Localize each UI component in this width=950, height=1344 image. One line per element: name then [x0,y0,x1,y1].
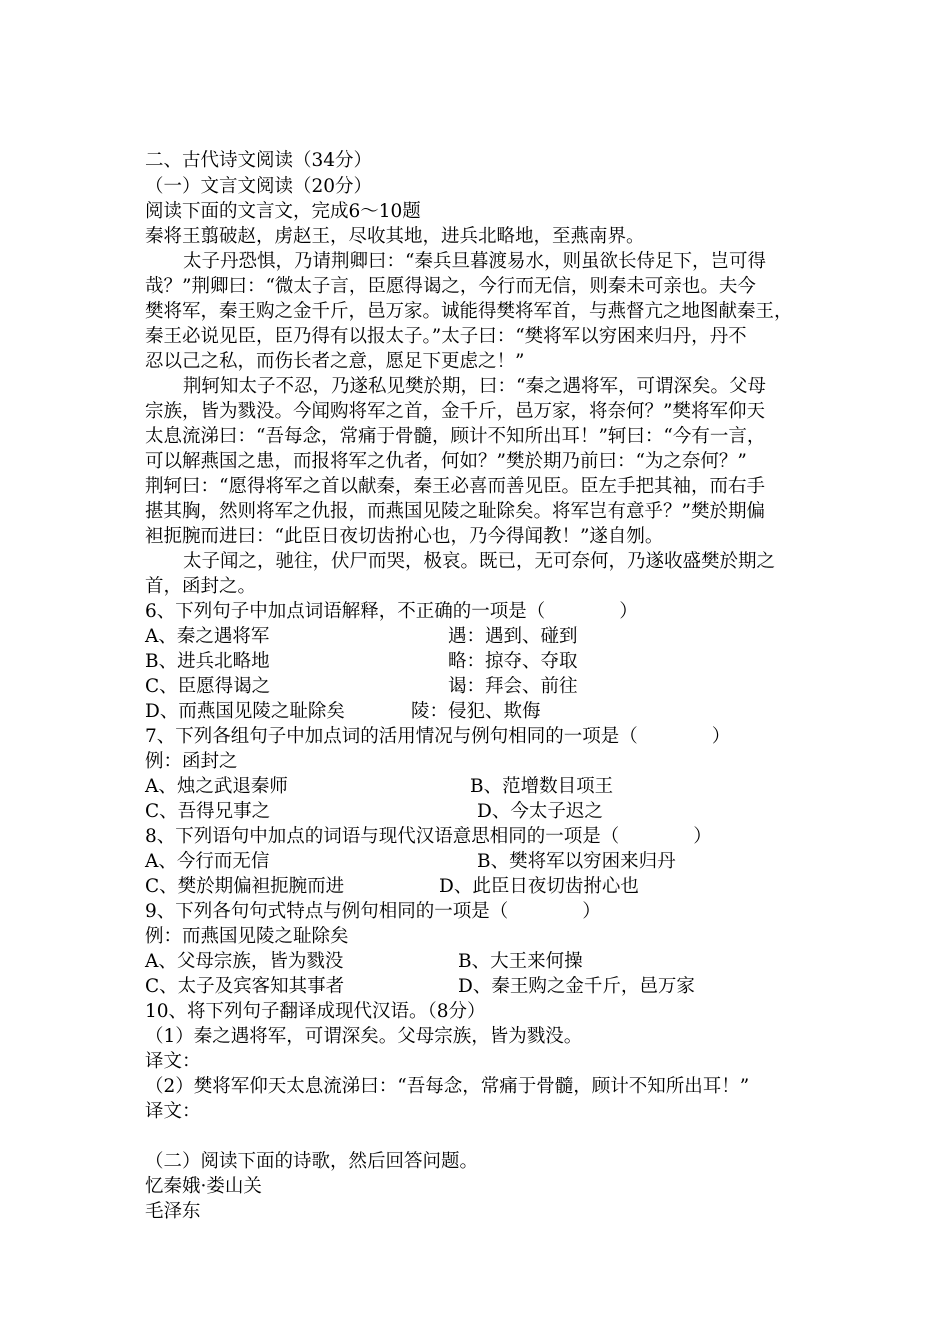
option-c: C、太子及宾客知其事者 [145,976,345,997]
question-7-options-row [145,775,614,799]
passage-line: 秦王必说见臣，臣乃得有以报太子。”太子曰：“樊将军以穷困来归丹，丹不 [145,326,747,347]
translation-sentence: （2）樊将军仰天太息流涕曰：“吾每念，常痛于骨髓，顾计不知所出耳！” [145,1076,750,1097]
option-d: D、今太子迟之 [477,801,603,822]
option-gloss: 陵：侵犯、欺侮 [411,701,541,722]
option-text: A、秦之遇将军 [145,626,270,647]
question-6-stem: 6、下列句子中加点词语解释，不正确的一项是（ ） [145,601,638,622]
option-d: D、此臣日夜切齿拊心也 [439,876,639,897]
subsection-title: （二）阅读下面的诗歌，然后回答问题。 [145,1151,479,1172]
question-9-options-row [145,950,583,974]
question-8-stem: 8、下列语句中加点的词语与现代汉语意思相同的一项是（ ） [145,826,712,847]
question-10-stem: 10、将下列句子翻译成现代汉语。（8分） [145,1001,486,1022]
option-b: B、范增数目项王 [470,776,614,797]
passage-line: 袒扼腕而进曰：“此臣日夜切齿拊心也，乃今得闻教！”遂自刎。 [145,526,664,547]
translation-label: 译文： [145,1101,201,1122]
option-text: B、进兵北略地 [145,651,270,672]
passage-line: 太子闻之，驰往，伏尸而哭，极哀。既已，无可奈何，乃遂收盛樊於期之 [183,551,776,572]
passage-line: 可以解燕国之患，而报将军之仇者，何如？”樊於期乃前曰：“为之奈何？” [145,451,747,472]
option-gloss: 谒：拜会、前往 [448,676,578,697]
passage-line: 荆轲曰：“愿得将军之首以献秦，秦王必喜而善见臣。臣左手把其袖，而右手 [145,476,765,497]
passage-line: 揕其胸，然则将军之仇报，而燕国见陵之耻除矣。将军岂有意乎？”樊於期偏 [145,501,765,522]
question-6-option-b [145,650,578,674]
option-gloss: 遇：遇到、碰到 [448,626,578,647]
poem-author: 毛泽东 [145,1201,201,1222]
passage-line: 太子丹恐惧，乃请荆卿曰：“秦兵旦暮渡易水，则虽欲长侍足下，岂可得 [183,251,766,272]
passage-line: 太息流涕曰：“吾每念，常痛于骨髓，顾计不知所出耳！”轲曰：“今有一言， [145,426,766,447]
option-a: A、烛之武退秦师 [145,776,288,797]
section-title: 二、古代诗文阅读（34分） [145,150,373,171]
passage-line: 秦将王翦破赵，虏赵王，尽收其地，进兵北略地，至燕南界。 [145,226,645,247]
passage-line: 宗族，皆为戮没。今闻购将军之首，金千斤，邑万家，将奈何？”樊将军仰天 [145,401,765,422]
option-c: C、樊於期偏袒扼腕而进 [145,876,345,897]
poem-title: 忆秦娥·娄山关 [145,1176,262,1197]
option-d: D、秦王购之金千斤，邑万家 [458,976,695,997]
translation-sentence: （1）秦之遇将军，可谓深矣。父母宗族，皆为戮没。 [145,1026,583,1047]
question-6-option-c [145,675,578,699]
option-text: C、臣愿得谒之 [145,676,271,697]
option-b: B、樊将军以穷困来归丹 [477,851,676,872]
option-c: C、吾得兄事之 [145,801,271,822]
passage-line: 荆轲知太子不忍，乃遂私见樊於期，曰：“秦之遇将军，可谓深矣。父母 [183,376,766,397]
question-7-example: 例：函封之 [145,751,238,772]
option-b: B、大王来何操 [458,951,583,972]
passage-line: 忍以己之私，而伤长者之意，愿足下更虑之！” [145,351,525,372]
passage-line: 樊将军，秦王购之金千斤，邑万家。诚能得樊将军首，与燕督亢之地图献秦王， [145,301,793,322]
option-text: D、而燕国见陵之耻除矣 [145,701,345,722]
question-8-options-row [145,875,639,899]
instruction: 阅读下面的文言文，完成6～10题 [145,201,421,222]
question-9-options-row [145,975,695,999]
passage-line: 首，函封之。 [145,576,257,597]
question-9-stem: 9、下列各句句式特点与例句相同的一项是（ ） [145,901,601,922]
option-a: A、父母宗族，皆为戮没 [145,951,344,972]
question-6-option-a [145,625,578,649]
subsection-title: （一）文言文阅读（20分） [145,176,373,197]
question-9-example: 例：而燕国见陵之耻除矣 [145,926,349,947]
question-8-options-row [145,850,676,874]
question-6-option-d [145,700,541,724]
translation-label: 译文： [145,1051,201,1072]
option-gloss: 略：掠夺、夺取 [448,651,578,672]
question-7-stem: 7、下列各组句子中加点词的活用情况与例句相同的一项是（ ） [145,726,731,747]
option-a: A、今行而无信 [145,851,270,872]
passage-line: 哉？”荆卿曰：“微太子言，臣愿得谒之，今行而无信，则秦未可亲也。夫今 [145,276,756,297]
question-7-options-row [145,800,603,824]
